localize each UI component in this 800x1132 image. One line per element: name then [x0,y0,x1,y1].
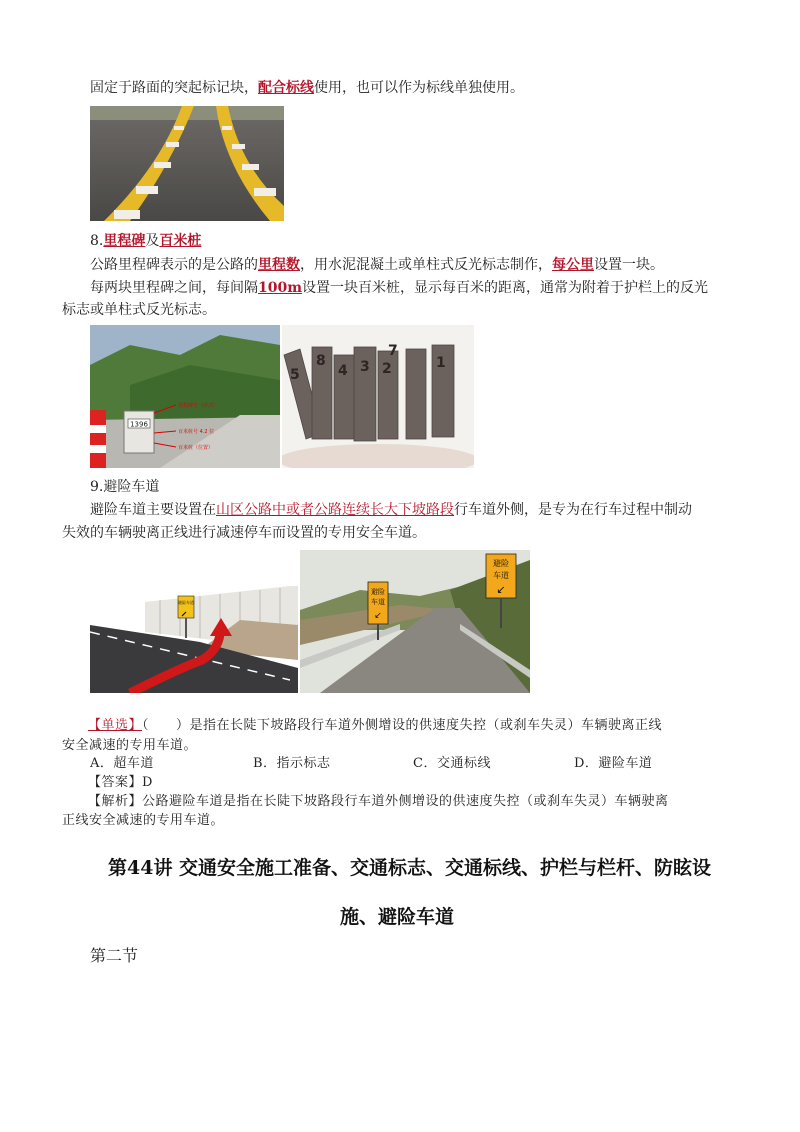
sign-text: 避险 [371,588,385,596]
sign-text: 避险车道 [178,600,194,605]
post-number: 4 [338,363,348,379]
text: 公路避险车道是指在长陡下坡路段行车道外侧增设的供速度失控（或刹车失灵）车辆驶离 [142,794,669,809]
section-9-heading: 9.避险车道 [90,479,160,495]
paragraph-hundred-meter-post-line2: 标志或单柱式反光标志。 [62,302,216,318]
keyword-hundred-meter-post: 百米桩 [159,233,202,249]
text: 使用，也可以作为标线单独使用。 [314,80,524,96]
text: 设置一块百米桩，显示每百米的距离，通常为附着于护栏上的反光 [302,280,709,296]
milestone-road-photo [90,325,280,468]
sign-text: 车道 [371,598,385,606]
post-number: 5 [290,367,300,383]
chapter-title-line1: 第44讲 交通安全施工准备、交通标志、交通标线、护栏与栏杆、防眩设 [108,857,712,879]
question-tag: 【单选】 [88,718,143,733]
paragraph-raised-markers [90,78,524,98]
question-stem-line2: 安全减速的专用车道。 [62,738,198,753]
answer-line [88,773,153,793]
text: （ ）是指在长陡下坡路段行车道外侧增设的供速度失控（或刹车失灵）车辆驶离正线 [142,718,663,733]
concrete-posts-photo [282,325,474,468]
chapter-title-line2: 施、避险车道 [340,906,455,928]
text: 每两块里程碑之间，每间隔 [90,280,258,296]
sign-text: 避险 [493,559,509,568]
option-c: C．交通标线 [413,756,491,771]
post-number: 3 [360,359,370,375]
section-label: 第二节 [90,946,139,965]
option-a: A．超车道 [90,756,154,771]
text: 避险车道主要设置在 [90,502,216,518]
paragraph-hundred-meter-post [90,278,708,298]
post-number: 1 [436,355,446,371]
analysis-line1 [88,792,669,812]
keyword: 里程数 [258,257,300,273]
annotation: 百米桩（位置） [178,445,214,451]
raised-markers-photo [90,106,284,221]
annotation: 里程碑号（形式） [178,403,219,409]
keyword: 100m [258,280,303,296]
analysis-line2: 正线安全减速的专用车道。 [62,813,225,828]
question-stem-line1 [88,716,662,736]
text: ，用水泥混凝土或单柱式反光标志制作， [300,257,552,273]
paragraph-escape-lane [90,500,692,520]
post-number: 2 [382,361,392,377]
escape-lane-illustration [90,550,298,693]
escape-lane-photo [300,550,530,693]
keyword: 山区公路中或者公路连续长大下坡路段 [216,502,454,518]
paragraph-escape-lane-line2: 失效的车辆驶离正线进行减速停车而设置的专用安全车道。 [62,525,426,541]
answer-label: 【答案】 [88,775,143,790]
analysis-label: 【解析】 [88,794,143,809]
sign-text: 车道 [493,571,509,580]
text: 公路里程碑表示的是公路的 [90,257,258,273]
post-number: 7 [388,343,398,359]
keyword-milestone: 里程碑 [103,233,146,249]
keyword: 每公里 [552,257,594,273]
milestone-number: 1396 [130,420,148,429]
annotation: 百米桩号 4.2 位 [178,429,215,435]
keyword-link: 配合标线 [258,80,314,96]
text: 及 [145,233,160,249]
arrow-icon: ↙ [374,611,382,621]
paragraph-milestone [90,255,664,275]
arrow-icon: ↙ [496,583,506,596]
section-8-heading [90,231,201,251]
text: 固定于路面的突起标记块， [90,80,258,96]
text: 行车道外侧，是专为在行车过程中制动 [454,502,692,518]
answer-value: D [142,775,153,790]
text: 设置一块。 [594,257,664,273]
option-b: B．指示标志 [253,756,331,771]
post-number: 8 [316,353,326,369]
option-d: D．避险车道 [574,756,653,771]
section-number: 8. [90,233,104,249]
